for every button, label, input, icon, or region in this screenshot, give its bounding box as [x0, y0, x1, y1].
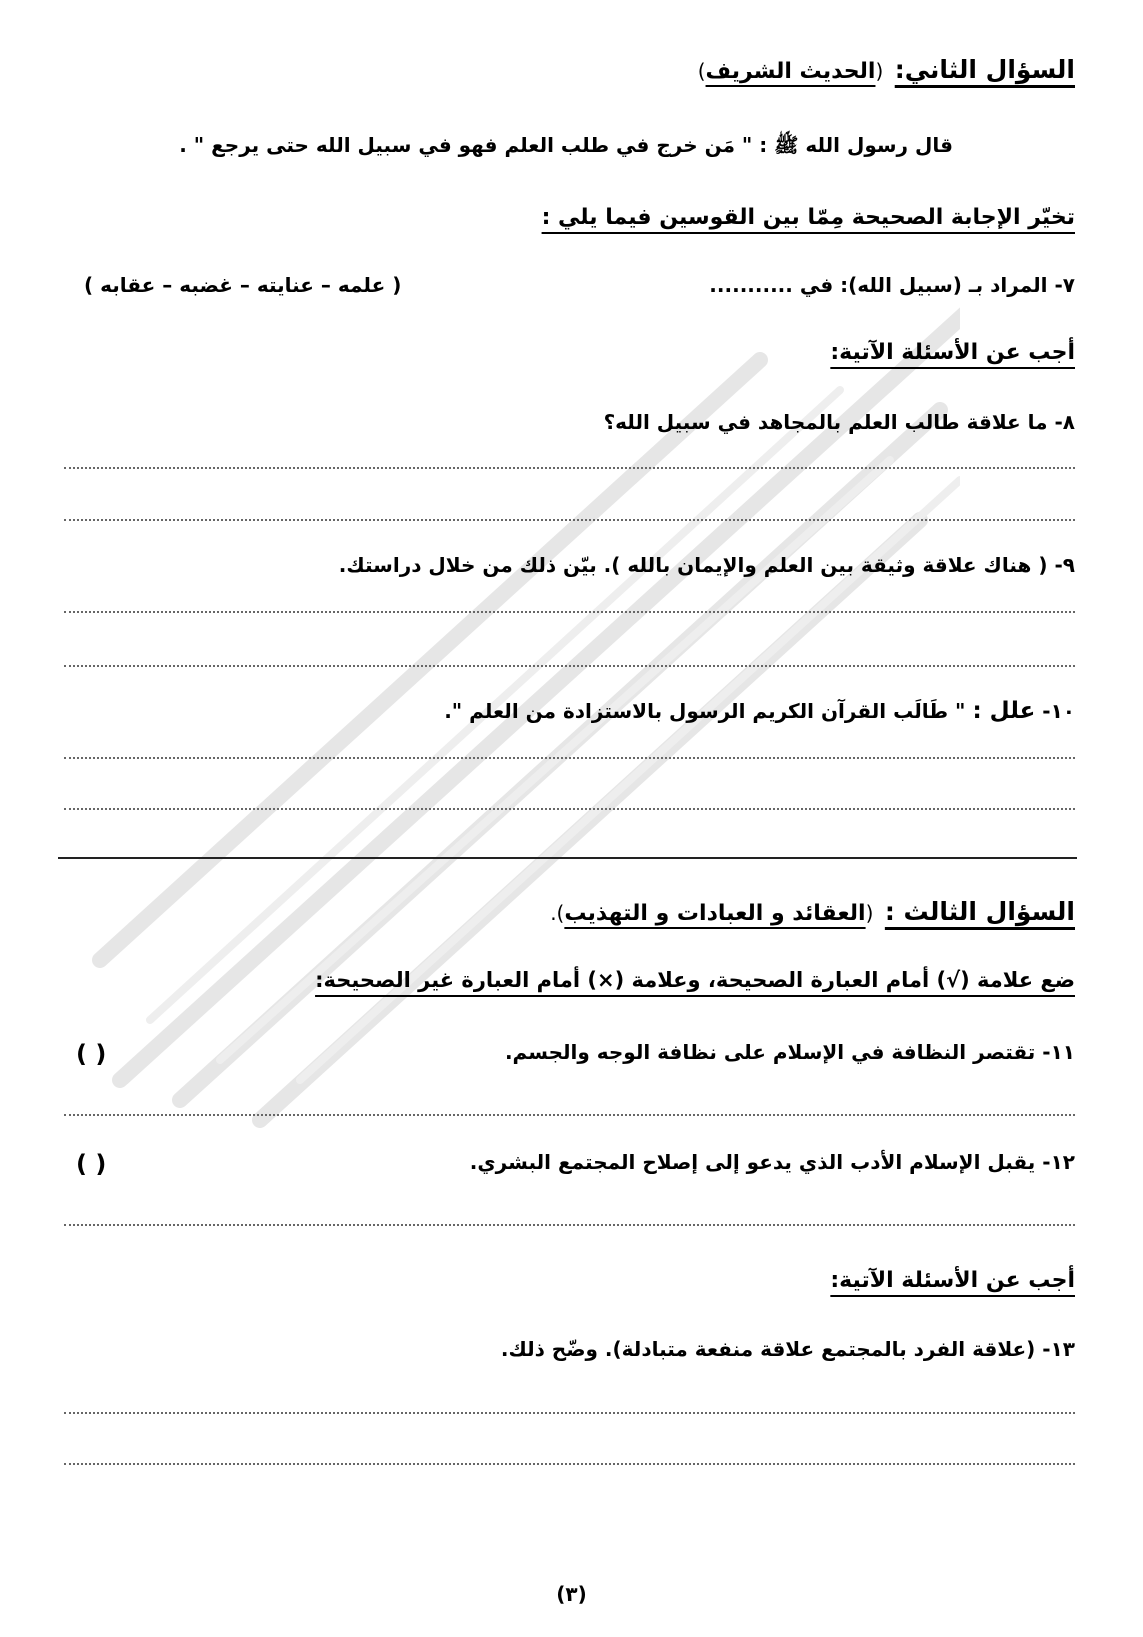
- q7-term: (سبيل الله): [848, 273, 962, 297]
- answer-line[interactable]: [64, 467, 1075, 469]
- answer-line[interactable]: [64, 1463, 1075, 1465]
- answer-line[interactable]: [64, 1412, 1075, 1414]
- section3-topic: العقائد و العبادات و التهذيب: [564, 901, 866, 926]
- truefalse-instruction: ضع علامة (√) أمام العبارة الصحيحة، وعلامة (×) أمام العبارة غير الصحيحة:: [315, 968, 1075, 992]
- question-8: ٨- ما علاقة طالب العلم بالمجاهد في سبيل الله؟: [603, 410, 1075, 434]
- q7-text-after: : في ...........: [709, 273, 849, 297]
- answer-line[interactable]: [64, 665, 1075, 667]
- q10-number: ١٠-: [1042, 699, 1075, 723]
- section2-topic: الحديث الشريف: [705, 59, 876, 84]
- answer-line[interactable]: [64, 1224, 1075, 1226]
- question-9: ٩- ( هناك علاقة وثيقة بين العلم والإيمان بالله ). بيّن ذلك من خلال دراستك.: [338, 553, 1075, 577]
- question-13: ١٣- (علاقة الفرد بالمجتمع علاقة منفعة متبادلة). وضّح ذلك.: [500, 1337, 1075, 1361]
- question-10: [444, 698, 1075, 724]
- question-12: ١٢- يقبل الإسلام الأدب الذي يدعو إلى إصلاح المجتمع البشري.: [469, 1150, 1075, 1174]
- q10-keyword: علل :: [972, 698, 1036, 724]
- section2-title: السؤال الثاني:: [894, 55, 1075, 84]
- question-7: [709, 273, 1075, 297]
- page-number: (٣): [556, 1582, 587, 1606]
- choose-instruction: تخيّر الإجابة الصحيحة مِمّا بين القوسين فيما يلي :: [541, 205, 1075, 230]
- question-11: ١١- تقتصر النظافة في الإسلام على نظافة الوجه والجسم.: [504, 1040, 1075, 1064]
- q7-number: ٧-: [1054, 273, 1075, 297]
- answer-instruction-2: أجب عن الأسئلة الآتية:: [830, 1268, 1075, 1293]
- q10-text: " طَالَب القرآن الكريم الرسول بالاستزادة من العلم ".: [444, 699, 966, 723]
- answer-line[interactable]: [64, 808, 1075, 810]
- answer-mark-box[interactable]: ( ): [76, 1150, 107, 1178]
- section3-title: السؤال الثالث :: [884, 897, 1075, 926]
- answer-line[interactable]: [64, 757, 1075, 759]
- answer-line[interactable]: [64, 519, 1075, 521]
- section-divider: [58, 857, 1077, 859]
- answer-mark-box[interactable]: ( ): [76, 1040, 107, 1068]
- answer-line[interactable]: [64, 1114, 1075, 1116]
- answer-line[interactable]: [64, 611, 1075, 613]
- hadith-text: قال رسول الله ﷺ : " مَن خرج في طلب العلم فهو في سبيل الله حتى يرجع " .: [179, 133, 953, 157]
- section3-heading: السؤال الثالث : (العقائد و العبادات و التهذيب).: [550, 897, 1075, 926]
- answer-instruction-1: أجب عن الأسئلة الآتية:: [830, 340, 1075, 365]
- q7-text-before: المراد بـ: [968, 273, 1048, 297]
- section2-heading: السؤال الثاني: (الحديث الشريف): [697, 55, 1075, 84]
- q7-options: ( علمه – عنايته – غضبه – عقابه ): [84, 273, 402, 297]
